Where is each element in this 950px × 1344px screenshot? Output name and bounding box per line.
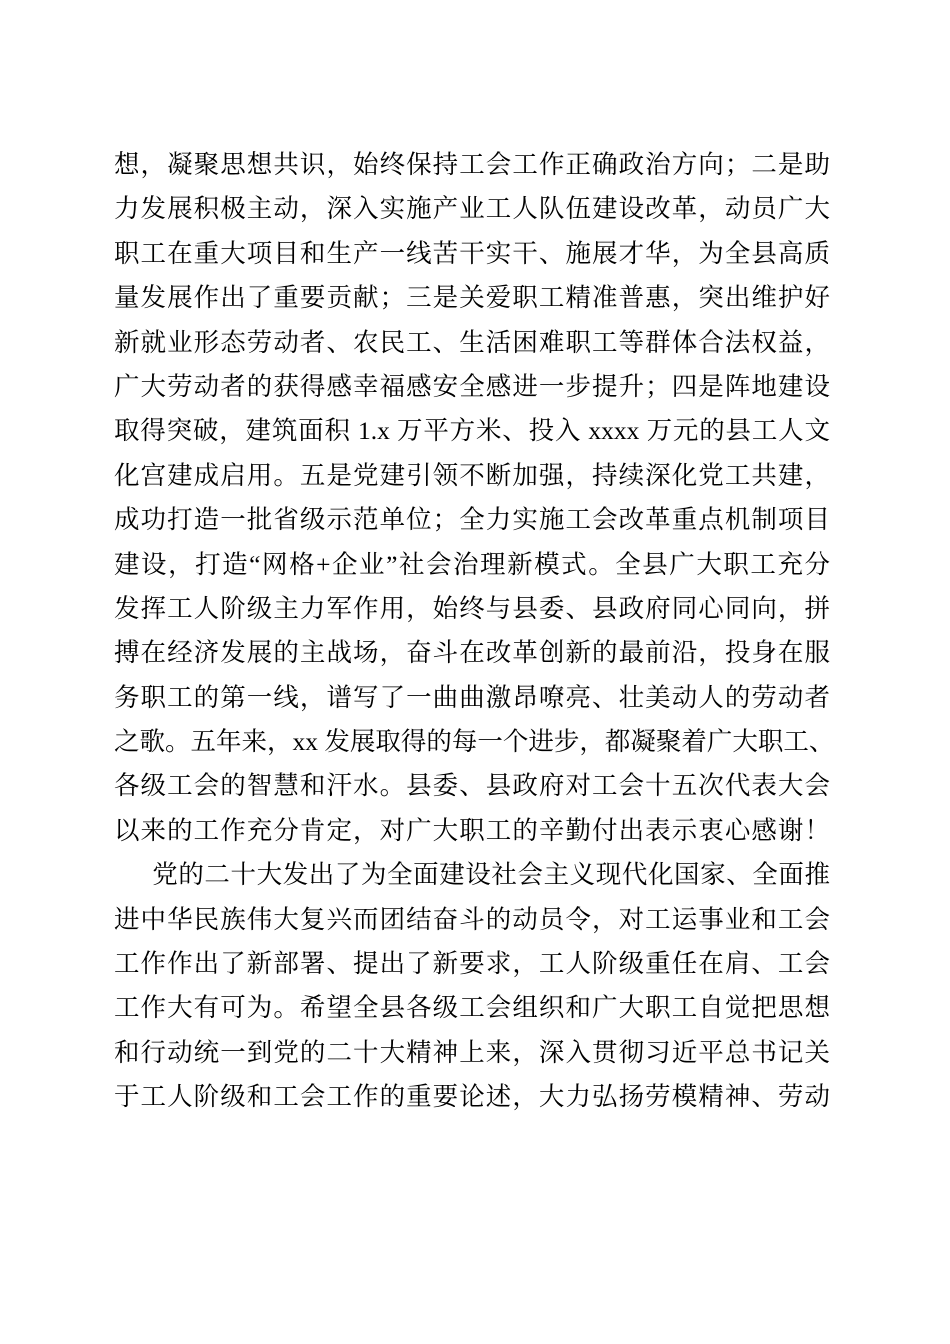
text-line: 于工人阶级和工会工作的重要论述，大力弘扬劳模精神、劳动 — [114, 1082, 830, 1112]
text-line: 搏在经济发展的主战场，奋斗在改革创新的最前沿，投身在服 — [114, 638, 830, 668]
paragraph-2 — [114, 853, 830, 1119]
text-line: 职工在重大项目和生产一线苦干实干、施展才华，为全县高质 — [114, 238, 830, 268]
text-line: 发挥工人阶级主力军作用，始终与县委、县政府同心同向，拼 — [114, 593, 830, 623]
paragraph-1 — [114, 143, 835, 853]
text-line: 广大劳动者的获得感幸福感安全感进一步提升；四是阵地建设 — [114, 371, 830, 401]
text-line: 党的二十大发出了为全面建设社会主义现代化国家、全面推 — [152, 860, 830, 890]
document-text-block — [114, 143, 835, 1120]
text-line: 力发展积极主动，深入实施产业工人队伍建设改革，动员广大 — [114, 194, 830, 224]
text-line: 工作作出了新部署、提出了新要求，工人阶级重任在肩、工会 — [114, 949, 830, 979]
text-line: 之歌。五年来，xx 发展取得的每一个进步，都凝聚着广大职工、 — [114, 727, 835, 757]
text-line: 各级工会的智慧和汗水。县委、县政府对工会十五次代表大会 — [114, 771, 830, 801]
text-line: 以来的工作充分肯定，对广大职工的辛勤付出表示衷心感谢！ — [114, 815, 830, 845]
text-line: 工作大有可为。希望全县各级工会组织和广大职工自觉把思想 — [114, 993, 830, 1023]
text-line: 和行动统一到党的二十大精神上来，深入贯彻习近平总书记关 — [114, 1037, 830, 1067]
text-line: 成功打造一批省级示范单位；全力实施工会改革重点机制项目 — [114, 505, 830, 535]
text-line: 新就业形态劳动者、农民工、生活困难职工等群体合法权益， — [114, 327, 830, 357]
text-line: 进中华民族伟大复兴而团结奋斗的动员令，对工运事业和工会 — [114, 904, 830, 934]
text-line: 想，凝聚思想共识，始终保持工会工作正确政治方向；二是助 — [114, 150, 830, 179]
text-line: 建设，打造“网格+企业”社会治理新模式。全县广大职工充分 — [114, 549, 830, 579]
text-line: 取得突破，建筑面积 1.x 万平方米、投入 xxxx 万元的县工人文 — [114, 416, 830, 446]
text-line: 化宫建成启用。五是党建引领不断加强，持续深化党工共建， — [114, 460, 830, 490]
text-line: 量发展作出了重要贡献；三是关爱职工精准普惠，突出维护好 — [114, 283, 830, 313]
text-line: 务职工的第一线，谱写了一曲曲激昂嘹亮、壮美动人的劳动者 — [114, 682, 830, 712]
